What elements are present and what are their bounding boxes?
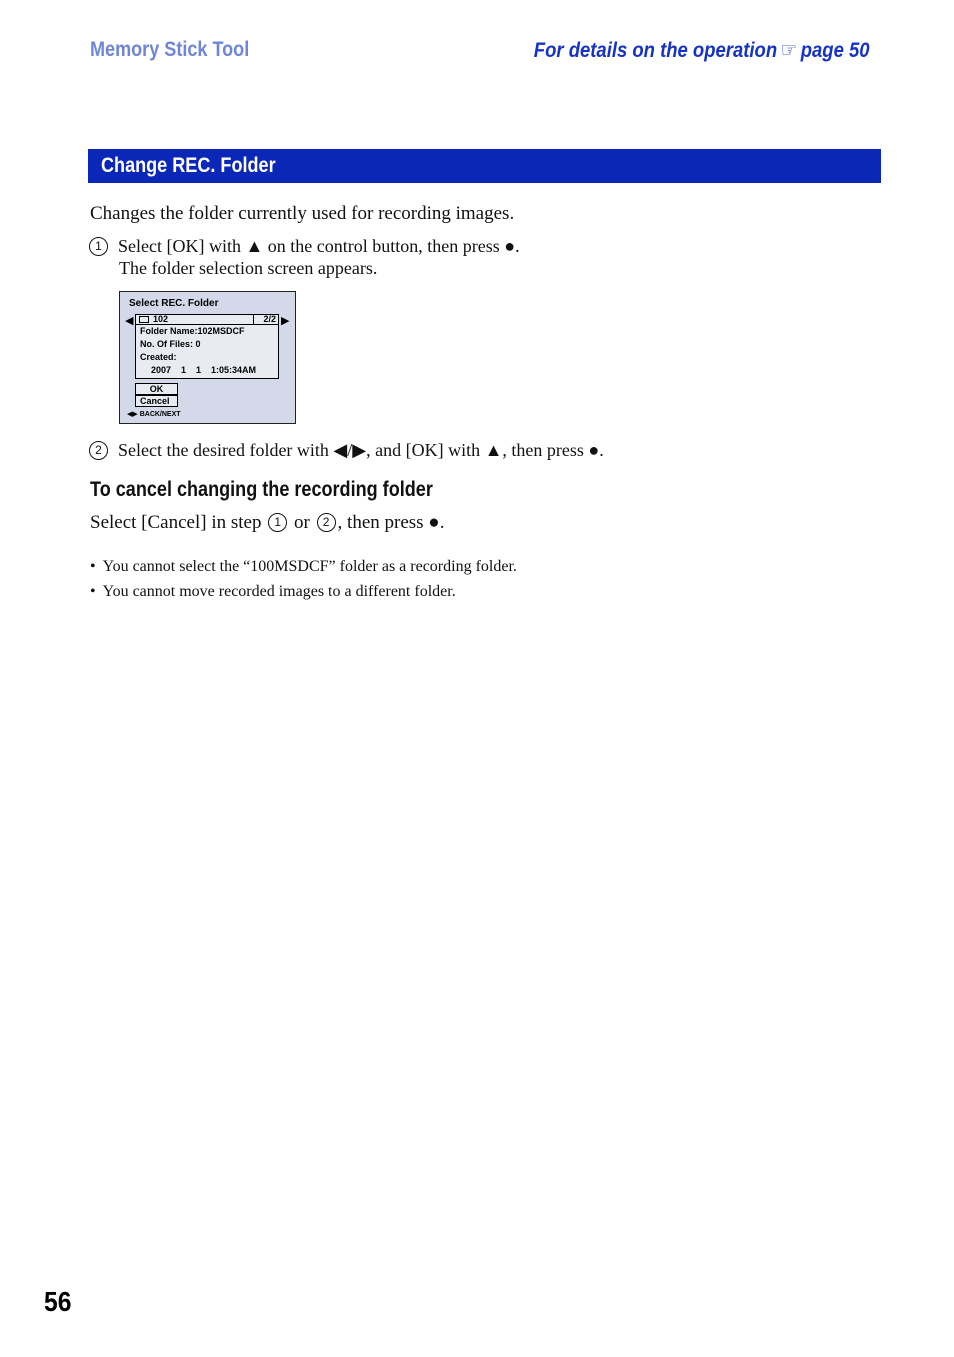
cancel-text-end: , then press ●. (337, 512, 445, 533)
bullet-icon: • (90, 558, 96, 575)
details-prefix: For details on the operation (534, 39, 778, 62)
header-page-reference (534, 38, 870, 63)
cancel-text-start: Select [Cancel] in step (90, 512, 262, 533)
ok-button: OK (135, 383, 178, 395)
step-1-subtext: The folder selection screen appears. (119, 258, 378, 278)
step-ref-2-icon: 2 (317, 513, 336, 532)
bullet-icon: • (90, 583, 96, 600)
cancel-button: Cancel (135, 395, 178, 407)
folder-name-line: Folder Name:102MSDCF (140, 326, 245, 336)
intro-text: Changes the folder currently used for recording images. (90, 203, 515, 224)
step-2 (89, 440, 604, 461)
right-arrow-icon: ▶ (281, 315, 290, 327)
created-value: 2007 1 1 1:05:34AM (151, 365, 257, 375)
page-number: 56 (44, 1286, 72, 1317)
section-banner (88, 149, 881, 183)
folder-selection-screen (119, 291, 296, 424)
created-label: Created: (140, 352, 177, 362)
folder-number: 102 (153, 314, 169, 324)
note-text: You cannot select the “100MSDCF” folder as a recording folder. (102, 558, 517, 575)
step-number-1-icon: 1 (89, 237, 108, 256)
pointing-hand-icon: ☞ (781, 39, 798, 62)
step-2-text: Select the desired folder with ◀/▶, and [OK] with ▲, then press ●. (118, 440, 604, 460)
header-section-title: Memory Stick Tool (90, 38, 250, 61)
folder-info-panel (135, 325, 279, 379)
note-item (90, 558, 517, 576)
step-number-2-icon: 2 (89, 441, 108, 460)
note-item (90, 583, 456, 601)
cancel-text-or: or (293, 512, 310, 533)
back-next-hint: ◀▶ BACK/NEXT (127, 411, 181, 418)
folder-page-indicator: 2/2 (253, 314, 276, 324)
step-ref-1-icon: 1 (268, 513, 287, 532)
left-arrow-icon: ◀ (125, 315, 134, 327)
section-banner-title: Change REC. Folder (101, 154, 276, 177)
note-text: You cannot move recorded images to a different folder. (102, 583, 456, 600)
folder-bar (135, 314, 279, 325)
screen-title: Select REC. Folder (129, 298, 219, 309)
folder-icon (139, 316, 149, 323)
step-1 (89, 236, 520, 257)
cancel-instructions (90, 512, 445, 534)
details-page-link[interactable]: page 50 (801, 39, 870, 62)
files-count-line: No. Of Files: 0 (140, 339, 201, 349)
cancel-heading: To cancel changing the recording folder (90, 478, 433, 501)
step-1-text: Select [OK] with ▲ on the control button, then press ●. (118, 236, 520, 256)
